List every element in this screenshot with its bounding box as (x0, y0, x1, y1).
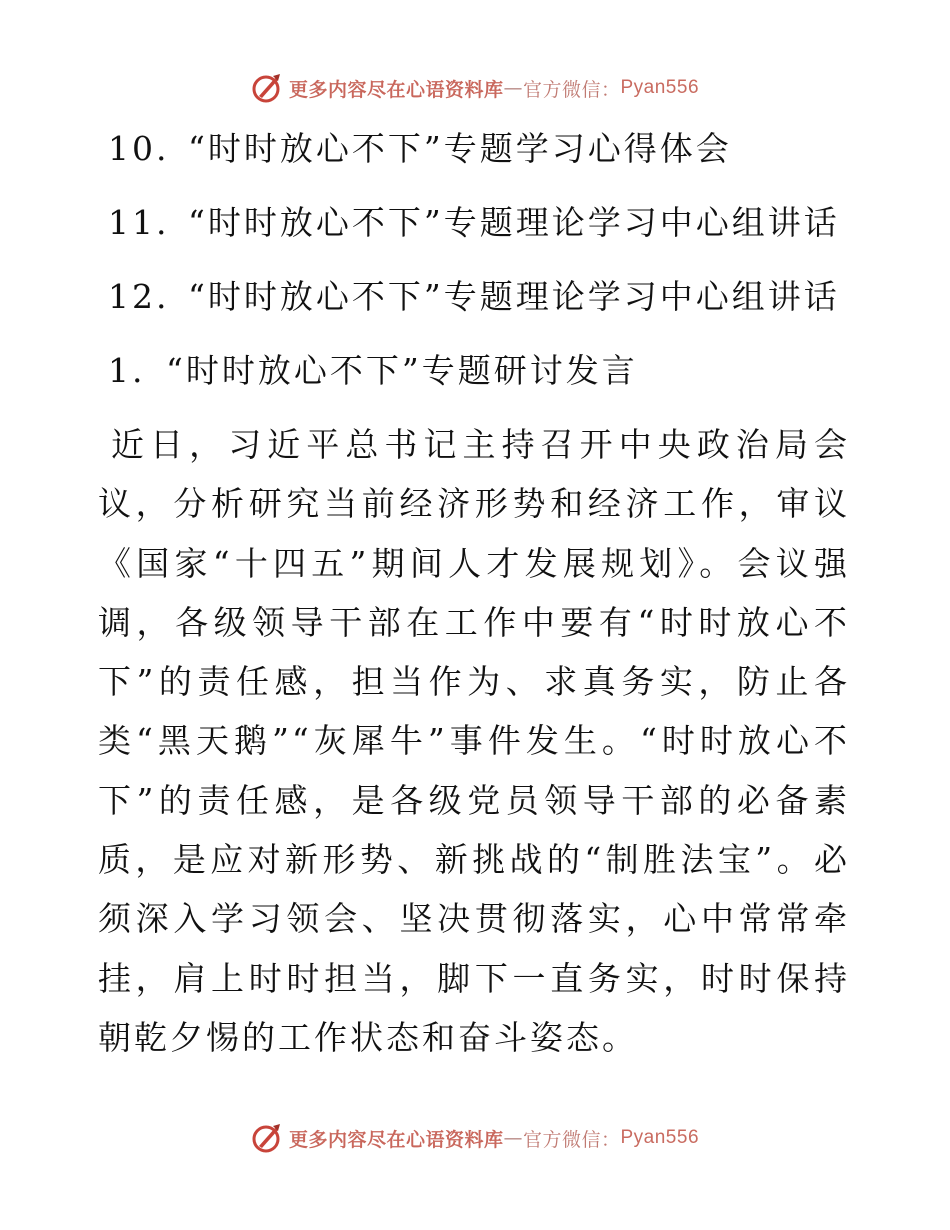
toc-number: 12. (108, 277, 170, 316)
watermark-footer (0, 1122, 950, 1154)
watermark-handle: Pyan556 (620, 77, 700, 98)
quill-logo-icon (251, 72, 283, 104)
toc-title: “时时放心不下”专题理论学习中心组讲话 (188, 203, 840, 242)
watermark-text: 更多内容尽在心语资料库 (288, 1128, 504, 1151)
watermark-label: 官方微信： (522, 78, 621, 101)
body-paragraph-block (98, 415, 850, 1067)
toc-title: “时时放心不下”专题研讨发言 (166, 351, 638, 390)
watermark-text: 更多内容尽在心语资料库 (288, 78, 504, 101)
toc-item (108, 196, 908, 270)
toc-title: “时时放心不下”专题理论学习中心组讲话 (188, 277, 840, 316)
watermark-dash: — (503, 1127, 523, 1149)
toc-item (108, 122, 908, 196)
watermark-header (0, 72, 950, 104)
toc-item (108, 270, 908, 344)
toc-item (108, 344, 908, 418)
watermark-handle: Pyan556 (620, 1127, 700, 1148)
watermark-label: 官方微信： (522, 1128, 621, 1151)
toc-number: 1. (108, 351, 146, 390)
toc-number: 11. (108, 203, 170, 242)
quill-logo-icon (251, 1122, 283, 1154)
watermark-dash: — (503, 77, 523, 99)
table-of-contents (108, 122, 908, 418)
body-paragraph: 近日，习近平总书记主持召开中央政治局会议，分析研究当前经济形势和经济工作，审议《国家“十四五”期间人才发展规划》。会议强调，各级领导干部在工作中要有“时时放心不下”的责任感，担当作为、求真务实，防止各类“黑天鹅”“灰犀牛”事件发生。“时时放心不下”的责任感，是各级党员领导干部的必备素质，是应对新形势、新挑战的“制胜法宝”。必须深入学习领会、坚决贯彻落实，心中常常牵挂，肩上时时担当，脚下一直务实，时时保持朝乾夕惕的工作状态和奋斗姿态。 (98, 425, 850, 1057)
toc-title: “时时放心不下”专题学习心得体会 (188, 129, 732, 168)
toc-number: 10. (108, 129, 170, 168)
